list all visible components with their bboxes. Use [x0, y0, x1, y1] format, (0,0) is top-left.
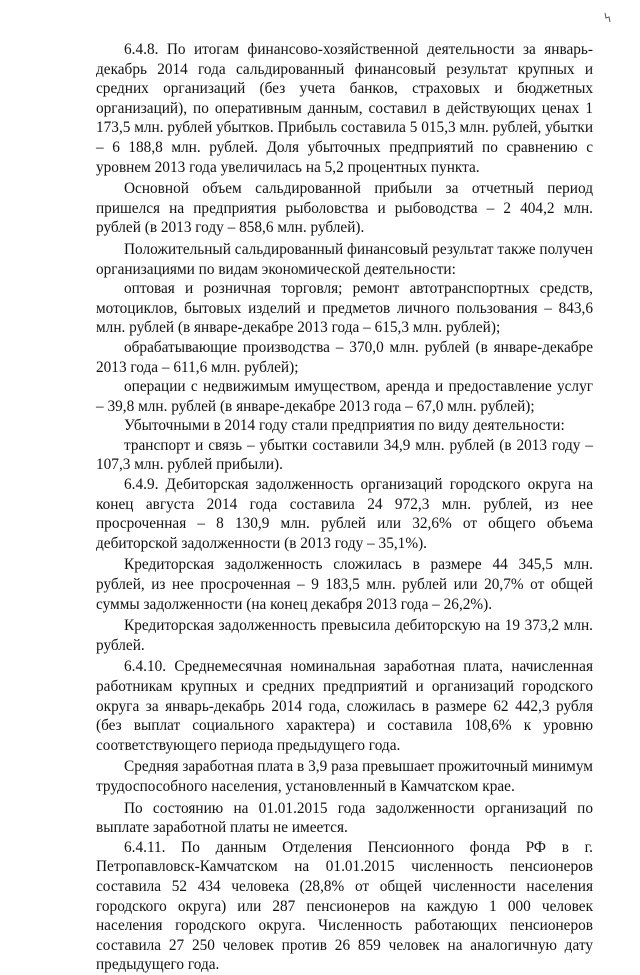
paragraph-transport: транспорт и связь – убытки составили 34,9 млн. рублей (в 2013 году – 107,3 млн. рублей прибыли). [96, 436, 593, 474]
paragraph-real-estate: операции с недвижимым имуществом, аренда и предоставление услуг – 39,8 млн. рублей (в январе-декабре 2013 года – 67,0 млн. рублей); [96, 378, 593, 415]
paragraph-6-4-11: 6.4.11. По данным Отделения Пенсионного фонда РФ в г. Петропавловск-Камчатском на 01.01.2015 численность пенсионеров составила 52 434 человека (28,8% от общей численности населения городского округа) или 287 пенсионеров на каждую 1 000 человек населения городского округа. Численность работающих пенсионеров составила 27 250 человек против 26 859 человек на аналогичную дату предыдущего года. [96, 838, 593, 974]
paragraph-creditor-exceeds: Кредиторская задолженность превысила дебиторскую на 19 373,2 млн. рублей. [96, 617, 593, 654]
paragraph-profit-fishing: Основной объем сальдированной прибыли за отчетный период пришелся на предприятия рыболовства и рыбоводства – 2 404,2 млн. рублей (в 2013 году – 858,6 млн. рублей). [96, 180, 593, 237]
paragraph-6-4-8: 6.4.8. По итогам финансово-хозяйственной деятельности за январь-декабрь 2014 года сальдированный финансовый результат крупных и средних организаций (без учета банков, страховых и бюджетных организаций), по оперативным данным, составил в действующих ценах 1 173,5 млн. рублей убытков. Прибыль составила 5 015,3 млн. рублей, убытки – 6 188,8 млн. рублей. Доля убыточных предприятий по сравнению с уровнем 2013 года увеличилась на 5,2 процентных пункта. [96, 41, 594, 176]
document-body [96, 40, 593, 975]
page-corner-mark [603, 12, 612, 23]
paragraph-positive-result: Положительный сальдированный финансовый результат также получен организациями по видам экономической деятельности: [96, 240, 593, 278]
paragraph-6-4-10: 6.4.10. Среднемесячная номинальная заработная плата, начисленная работникам крупных и средних предприятий и организаций городского округа за январь-декабрь 2014 года, сложилась в размере 62 442,3 рубля (без выплат социального характера) и составила 108,6% к уровню соответствующего периода предыдущего года. [96, 658, 593, 754]
paragraph-creditor-debt: Кредиторская задолженность сложилась в размере 44 345,5 млн. рублей, из нее просроченная – 9 183,5 млн. рублей или 20,7% от общей суммы задолженности (на конец декабря 2013 года – 26,2%). [96, 556, 593, 613]
paragraph-trade: оптовая и розничная торговля; ремонт автотранспортных средств, мотоциклов, бытовых изделий и предметов личного пользования – 843,6 млн. рублей (в январе-декабре 2013 года – 615,3 млн. рублей); [96, 280, 593, 337]
paragraph-wage-arrears: По состоянию на 01.01.2015 года задолженности организаций по выплате заработной платы не имеется. [96, 799, 593, 837]
paragraph-6-4-9: 6.4.9. Дебиторская задолженность организаций городского округа на конец августа 2014 года составила 24 972,3 млн. рублей, из нее просроченная – 8 130,9 млн. рублей или 32,6% от общего объема дебиторской задолженности (в 2013 году – 35,1%). [96, 476, 593, 552]
paragraph-loss-making: Убыточными в 2014 году стали предприятия по виду деятельности: [124, 417, 565, 435]
paragraph-average-wage: Средняя заработная плата в 3,9 раза превышает прожиточный минимум трудоспособного населения, установленный в Камчатском крае. [96, 758, 593, 795]
paragraph-manufacturing: обрабатывающие производства – 370,0 млн. рублей (в январе-декабре 2013 года – 611,6 млн. рублей); [96, 338, 593, 376]
